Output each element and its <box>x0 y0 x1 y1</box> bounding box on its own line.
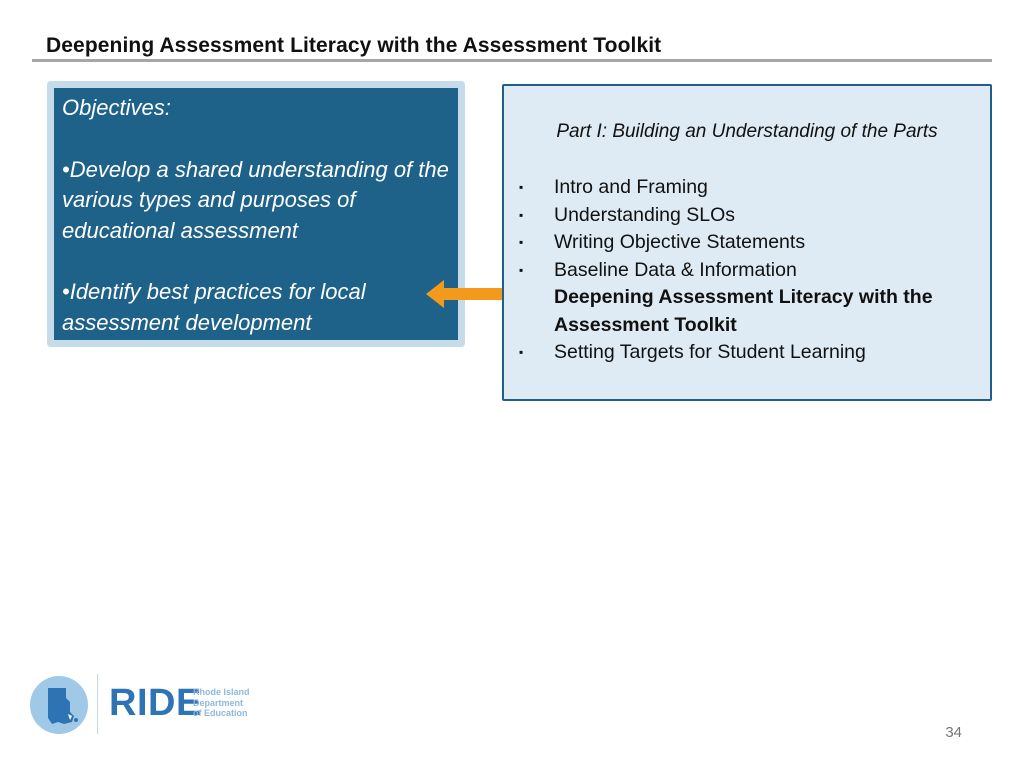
list-item-label: Intro and Framing <box>554 176 708 198</box>
list-item-label: Setting Targets for Student Learning <box>554 341 866 363</box>
list-item <box>518 174 974 202</box>
objective-item: •Identify best practices for local assessment development <box>62 279 366 335</box>
objectives-spacer <box>62 124 450 155</box>
logo-line: of Education <box>193 708 248 718</box>
logo-divider <box>97 674 98 734</box>
part-one-box <box>502 84 992 401</box>
list-item <box>518 202 974 230</box>
page-number: 34 <box>945 724 962 741</box>
square-bullet-icon: ▪ <box>519 207 524 222</box>
objectives-spacer <box>62 246 450 277</box>
logo-line: Department <box>193 697 244 708</box>
objectives-box <box>54 88 458 340</box>
logo-subtitle <box>193 687 250 719</box>
objectives-heading: Objectives: <box>62 95 171 120</box>
list-item-label: Deepening Assessment Literacy with the Assessment Toolkit <box>554 286 933 336</box>
logo-circle <box>30 676 88 734</box>
list-item-label: Writing Objective Statements <box>554 231 806 253</box>
list-item <box>518 229 974 257</box>
rhode-island-map-icon <box>30 676 88 734</box>
list-item <box>518 257 974 285</box>
objective-item: •Develop a shared understanding of the various types and purposes of educational assessment <box>62 156 449 243</box>
list-item-label: Understanding SLOs <box>554 203 736 226</box>
square-bullet-icon: ▪ <box>519 235 524 249</box>
square-bullet-icon: ▪ <box>519 262 524 277</box>
square-bullet-icon: ▪ <box>519 345 524 359</box>
slide-title: Deepening Assessment Literacy with the Assessment Toolkit <box>46 34 662 57</box>
part-list <box>518 174 974 367</box>
part-heading: Part I: Building an Understanding of the Parts <box>556 121 938 142</box>
list-item-current <box>518 284 974 339</box>
logo-line: Rhode Island <box>193 687 250 697</box>
square-bullet-icon: ▪ <box>519 180 524 194</box>
title-underline <box>32 59 992 62</box>
list-item <box>518 339 974 367</box>
ride-logo <box>30 674 260 736</box>
logo-wordmark: RIDE <box>109 682 202 724</box>
list-item-label: Baseline Data & Information <box>554 258 797 281</box>
